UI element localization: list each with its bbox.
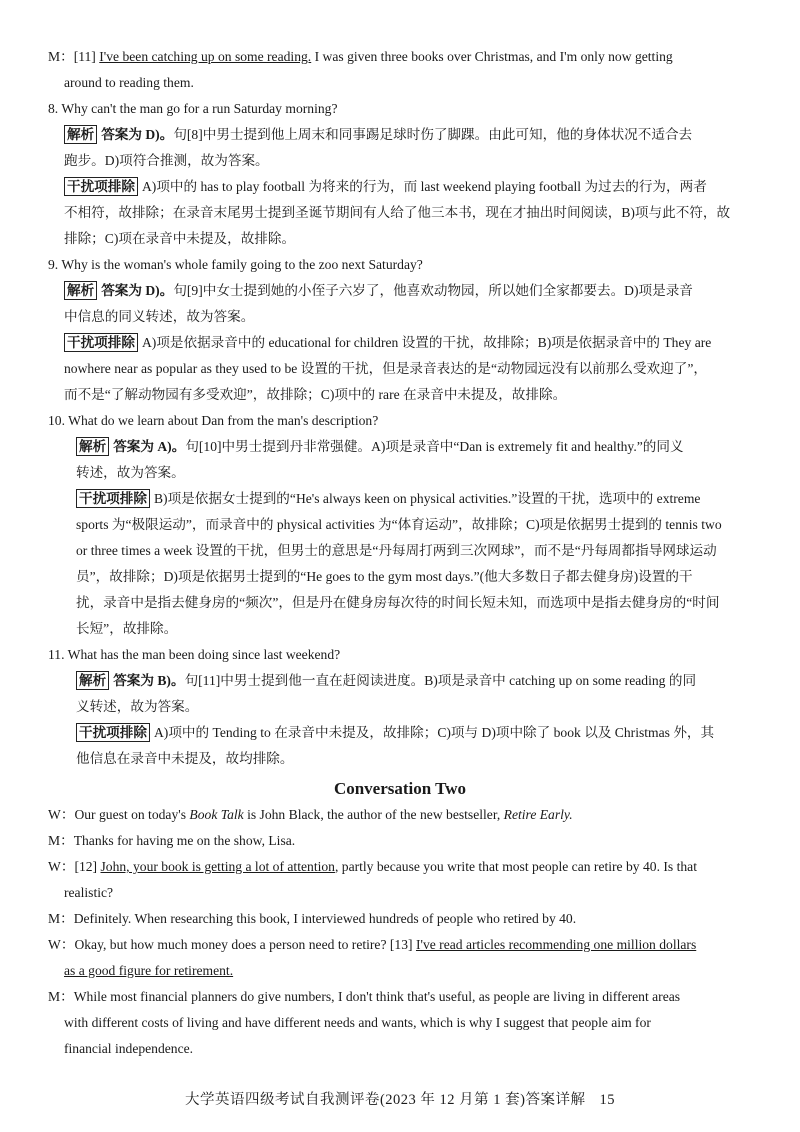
question-10 — [48, 408, 752, 434]
speaker-label: M： — [48, 911, 74, 926]
distractor-text: sports 为“极限运动”，而录音中的 physical activities 为“体育运动”，故排除；C)项是依据男士提到的 tennis two — [76, 517, 722, 532]
answer-text: 答案为 D)。 — [101, 283, 174, 298]
transcript-text: with different costs of living and have different needs and wants, which is why I suggest that people aim for — [64, 1015, 651, 1030]
transcript-text: around to reading them. — [64, 75, 194, 90]
distractor-text: 扰，录音中是指去健身房的“频次”，但是丹在健身房每次待的时间长短未知，而选项中是指去健身房的“时间 — [76, 595, 720, 610]
q10-distractor-cont — [48, 538, 752, 564]
transcript-text: realistic? — [64, 885, 114, 900]
transcript-line-w3 — [48, 932, 752, 958]
underlined-key-sentence: I've been catching up on some reading. — [99, 49, 312, 64]
q11-distractor — [48, 720, 752, 746]
distractor-text: 长短”，故排除。 — [76, 621, 178, 636]
analysis-text: 句[11]中男士提到他一直在赶阅读进度。B)项是录音中 catching up on some reading 的同 — [184, 673, 697, 688]
transcript-text: financial independence. — [64, 1041, 194, 1056]
underlined-key-sentence: I've read articles recommending one million dollars — [415, 937, 697, 952]
transcript-line-m3 — [48, 984, 752, 1010]
transcript-line-m11 — [48, 44, 752, 70]
analysis-text: 转述，故为答案。 — [76, 465, 185, 480]
page-number: 15 — [599, 1092, 616, 1108]
q11-distractor-cont — [48, 746, 752, 772]
question-9 — [48, 252, 752, 278]
footer-title: 大学英语四级考试自我测评卷(2023 年 12 月第 1 套)答案详解 — [184, 1092, 586, 1108]
analysis-text: 句[10]中男士提到丹非常强健。A)项是录音中“Dan is extremely fit and healthy.”的同义 — [185, 439, 684, 454]
q8-distractor-cont — [48, 226, 752, 252]
sentence-tag: [13] — [389, 937, 413, 952]
underlined-key-sentence: as a good figure for retirement. — [64, 963, 234, 978]
transcript-line-w3-cont — [48, 958, 752, 984]
transcript-line-m3-cont — [48, 1010, 752, 1036]
q9-analysis — [48, 278, 752, 304]
analysis-label-box: 解析 — [64, 281, 97, 300]
question-text: 8. Why can't the man go for a run Saturday morning? — [48, 101, 338, 116]
q9-distractor-cont — [48, 356, 752, 382]
q10-distractor-cont — [48, 564, 752, 590]
transcript-text: Thanks for having me on the show, Lisa. — [73, 833, 296, 848]
transcript-text: Our guest on today's — [74, 807, 187, 822]
q10-analysis-cont — [48, 460, 752, 486]
answer-text: 答案为 A)。 — [113, 439, 186, 454]
distractor-text: A)项中的 has to play football 为将来的行为，而 last weekend playing football 为过去的行为，两者 — [141, 179, 707, 194]
distractor-text: A)项是依据录音中的 educational for children 设置的干扰，故排除；B)项是依据录音中的 They are — [141, 335, 712, 350]
speaker-label: M： — [48, 833, 74, 848]
distractor-text: 不相符，故排除；在录音末尾男士提到圣诞节期间有人给了他三本书，现在才抽出时间阅读，B)项与此不符，故 — [64, 205, 731, 220]
transcript-line-m2 — [48, 906, 752, 932]
distractor-label-box: 干扰项排除 — [64, 177, 138, 196]
speaker-label: M： — [48, 49, 74, 64]
answer-text: 答案为 B)。 — [113, 673, 185, 688]
q10-distractor-cont — [48, 512, 752, 538]
transcript-line-w2 — [48, 854, 752, 880]
question-text: 9. Why is the woman's whole family going to the zoo next Saturday? — [48, 257, 423, 272]
speaker-label: W： — [48, 859, 75, 874]
sentence-tag: [12] — [74, 859, 98, 874]
transcript-text: is John Black, the author of the new bestseller, — [247, 807, 501, 822]
distractor-label-box: 干扰项排除 — [76, 723, 150, 742]
analysis-label-box: 解析 — [76, 437, 109, 456]
distractor-text: 他信息在录音中未提及，故均排除。 — [76, 751, 294, 766]
underlined-key-sentence: John, your book is getting a lot of attention — [100, 859, 335, 874]
q8-distractor-cont — [48, 200, 752, 226]
q10-distractor-cont — [48, 616, 752, 642]
speaker-label: W： — [48, 937, 75, 952]
speaker-label: M： — [48, 989, 74, 1004]
distractor-text: 排除；C)项在录音中未提及，故排除。 — [64, 231, 296, 246]
analysis-text: 义转述，故为答案。 — [76, 699, 199, 714]
q8-analysis — [48, 122, 752, 148]
q8-distractor — [48, 174, 752, 200]
question-8 — [48, 96, 752, 122]
q11-analysis — [48, 668, 752, 694]
q9-distractor-cont — [48, 382, 752, 408]
transcript-text: While most financial planners do give numbers, I don't think that's useful, as people are living in different areas — [73, 989, 681, 1004]
q11-analysis-cont — [48, 694, 752, 720]
analysis-label-box: 解析 — [64, 125, 97, 144]
q10-distractor — [48, 486, 752, 512]
transcript-line-m11-cont — [48, 70, 752, 96]
show-title: Book Talk — [189, 807, 244, 822]
q9-analysis-cont — [48, 304, 752, 330]
analysis-label-box: 解析 — [76, 671, 109, 690]
transcript-text: Okay, but how much money does a person need to retire? — [74, 937, 387, 952]
distractor-text: nowhere near as popular as they used to be 设置的干扰，但是录音表达的是“动物园远没有以前那么受欢迎了”， — [64, 361, 707, 376]
q9-distractor — [48, 330, 752, 356]
transcript-text: Definitely. When researching this book, I interviewed hundreds of people who retired by 40. — [73, 911, 577, 926]
distractor-label-box: 干扰项排除 — [64, 333, 138, 352]
transcript-line-w1 — [48, 802, 752, 828]
question-text: 11. What has the man been doing since last weekend? — [48, 647, 341, 662]
distractor-text: 员”，故排除；D)项是依据男士提到的“He goes to the gym most days.”(他大多数日子都去健身房)设置的干 — [76, 569, 693, 584]
question-text: 10. What do we learn about Dan from the man's description? — [48, 413, 379, 428]
question-11 — [48, 642, 752, 668]
q10-distractor-cont — [48, 590, 752, 616]
transcript-text: I was given three books over Christmas, and I'm only now getting — [314, 49, 673, 64]
analysis-text: 跑步。D)项符合推测，故为答案。 — [64, 153, 269, 168]
transcript-text: , partly because you write that most people can retire by 40. Is that — [334, 859, 697, 874]
page-footer — [0, 1088, 800, 1109]
distractor-label-box: 干扰项排除 — [76, 489, 150, 508]
book-title: Retire Early. — [503, 807, 573, 822]
analysis-text: 句[9]中女士提到她的小侄子六岁了，他喜欢动物园，所以她们全家都要去。D)项是录音 — [173, 283, 693, 298]
distractor-text: B)项是依据女士提到的“He's always keen on physical activities.”设置的干扰，选项中的 extreme — [153, 491, 701, 506]
distractor-text: or three times a week 设置的干扰，但男士的意思是“丹每周打两到三次网球”，而不是“丹每周都指导网球运动 — [76, 543, 717, 558]
transcript-line-w2-cont — [48, 880, 752, 906]
analysis-text: 中信息的同义转述，故为答案。 — [64, 309, 255, 324]
analysis-text: 句[8]中男士提到他上周末和同事踢足球时伤了脚踝。由此可知，他的身体状况不适合去 — [173, 127, 693, 142]
distractor-text: 而不是“了解动物园有多受欢迎”，故排除；C)项中的 rare 在录音中未提及，故排除。 — [64, 387, 567, 402]
sentence-tag: [11] — [73, 49, 96, 64]
section-title: Conversation Two — [333, 779, 467, 798]
q8-analysis-cont — [48, 148, 752, 174]
transcript-line-m1 — [48, 828, 752, 854]
q10-analysis — [48, 434, 752, 460]
distractor-text: A)项中的 Tending to 在录音中未提及，故排除；C)项与 D)项中除了 book 以及 Christmas 外，其 — [153, 725, 715, 740]
speaker-label: W： — [48, 807, 75, 822]
answer-text: 答案为 D)。 — [101, 127, 174, 142]
transcript-line-m3-cont — [48, 1036, 752, 1062]
